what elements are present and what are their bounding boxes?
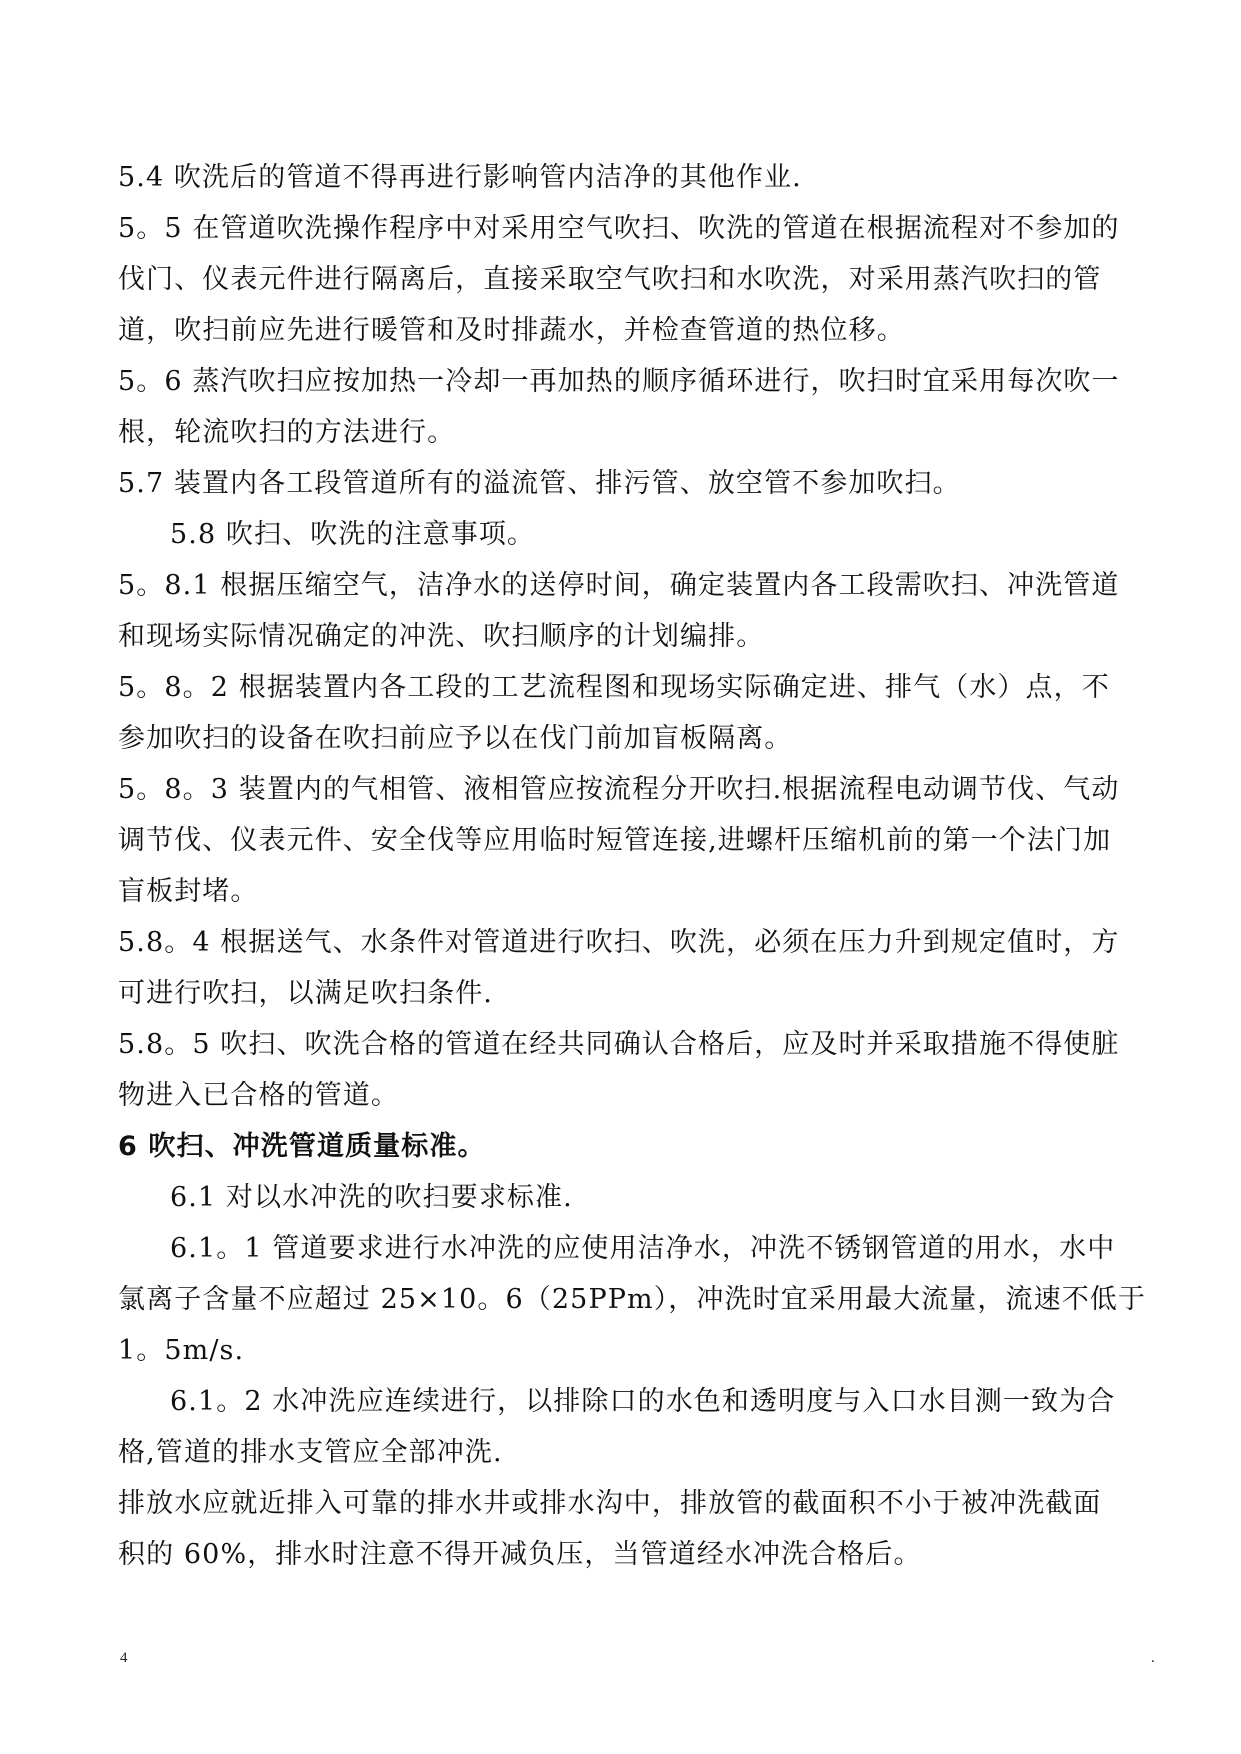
text-line: 和现场实际情况确定的冲洗、吹扫顺序的计划编排。 (118, 621, 765, 652)
text-line-5-8-2: 5。8。2 根据装置内各工段的工艺流程图和现场实际确定进、排气（水）点，不 (118, 672, 1110, 703)
text-line: 排放水应就近排入可靠的排水井或排水沟中，排放管的截面积不小于被冲洗截面 (118, 1488, 1102, 1519)
text-line-5-5: 5。5 在管道吹洗操作程序中对采用空气吹扫、吹洗的管道在根据流程对不参加的 (118, 213, 1120, 244)
text-line: 根，轮流吹扫的方法进行。 (118, 417, 456, 448)
section-heading-6: 6 吹扫、冲洗管道质量标准。 (118, 1131, 486, 1162)
footer-mark: . (1151, 1650, 1155, 1666)
text-line-6-1-2: 6.1。2 水冲洗应连续进行，以排除口的水色和透明度与入口水目测一致为合 (170, 1386, 1116, 1417)
document-body (118, 155, 1146, 1583)
text-line-6-1-1: 6.1。1 管道要求进行水冲洗的应使用洁净水，冲洗不锈钢管道的用水，水中 (170, 1233, 1116, 1264)
text-line-5-8-5: 5.8。5 吹扫、吹洗合格的管道在经共同确认合格后，应及时并采取措施不得使脏 (118, 1029, 1120, 1060)
text-line: 道，吹扫前应先进行暖管和及时排蔬水，并检查管道的热位移。 (118, 315, 905, 346)
text-line: 格,管道的排水支管应全部冲洗. (118, 1437, 503, 1468)
page-number: 4 (120, 1650, 128, 1666)
text-line: 1。5m/s. (118, 1335, 245, 1366)
text-line: 氯离子含量不应超过 25×10。6（25PPm），冲洗时宜采用最大流量，流速不低于 (118, 1284, 1146, 1315)
text-line: 可进行吹扫，以满足吹扫条件. (118, 978, 493, 1009)
text-line-5-8-3: 5。8。3 装置内的气相管、液相管应按流程分开吹扫.根据流程电动调节伐、气动 (118, 774, 1120, 805)
text-line-5-4: 5.4 吹洗后的管道不得再进行影响管内洁净的其他作业. (118, 162, 802, 193)
text-line: 伐门、仪表元件进行隔离后，直接采取空气吹扫和水吹洗，对采用蒸汽吹扫的管 (118, 264, 1102, 295)
text-line: 参加吹扫的设备在吹扫前应予以在伐门前加盲板隔离。 (118, 723, 793, 754)
text-line-5-8: 5.8 吹扫、吹洗的注意事项。 (170, 519, 536, 550)
text-line: 盲板封堵。 (118, 876, 259, 907)
text-line: 积的 60%，排水时注意不得开减负压，当管道经水冲洗合格后。 (118, 1539, 922, 1570)
text-line: 调节伐、仪表元件、安全伐等应用临时短管连接,进螺杆压缩机前的第一个法门加 (118, 825, 1112, 856)
text-line-5-8-4: 5.8。4 根据送气、水条件对管道进行吹扫、吹洗，必须在压力升到规定值时，方 (118, 927, 1120, 958)
text-line-5-8-1: 5。8.1 根据压缩空气，洁净水的送停时间，确定装置内各工段需吹扫、冲洗管道 (118, 570, 1120, 601)
text-line-5-6: 5。6 蒸汽吹扫应按加热一冷却一再加热的顺序循环进行，吹扫时宜采用每次吹一 (118, 366, 1120, 397)
text-line: 物进入已合格的管道。 (118, 1080, 399, 1111)
text-line-5-7: 5.7 装置内各工段管道所有的溢流管、排污管、放空管不参加吹扫。 (118, 468, 961, 499)
text-line-6-1: 6.1 对以水冲洗的吹扫要求标准. (170, 1182, 573, 1213)
